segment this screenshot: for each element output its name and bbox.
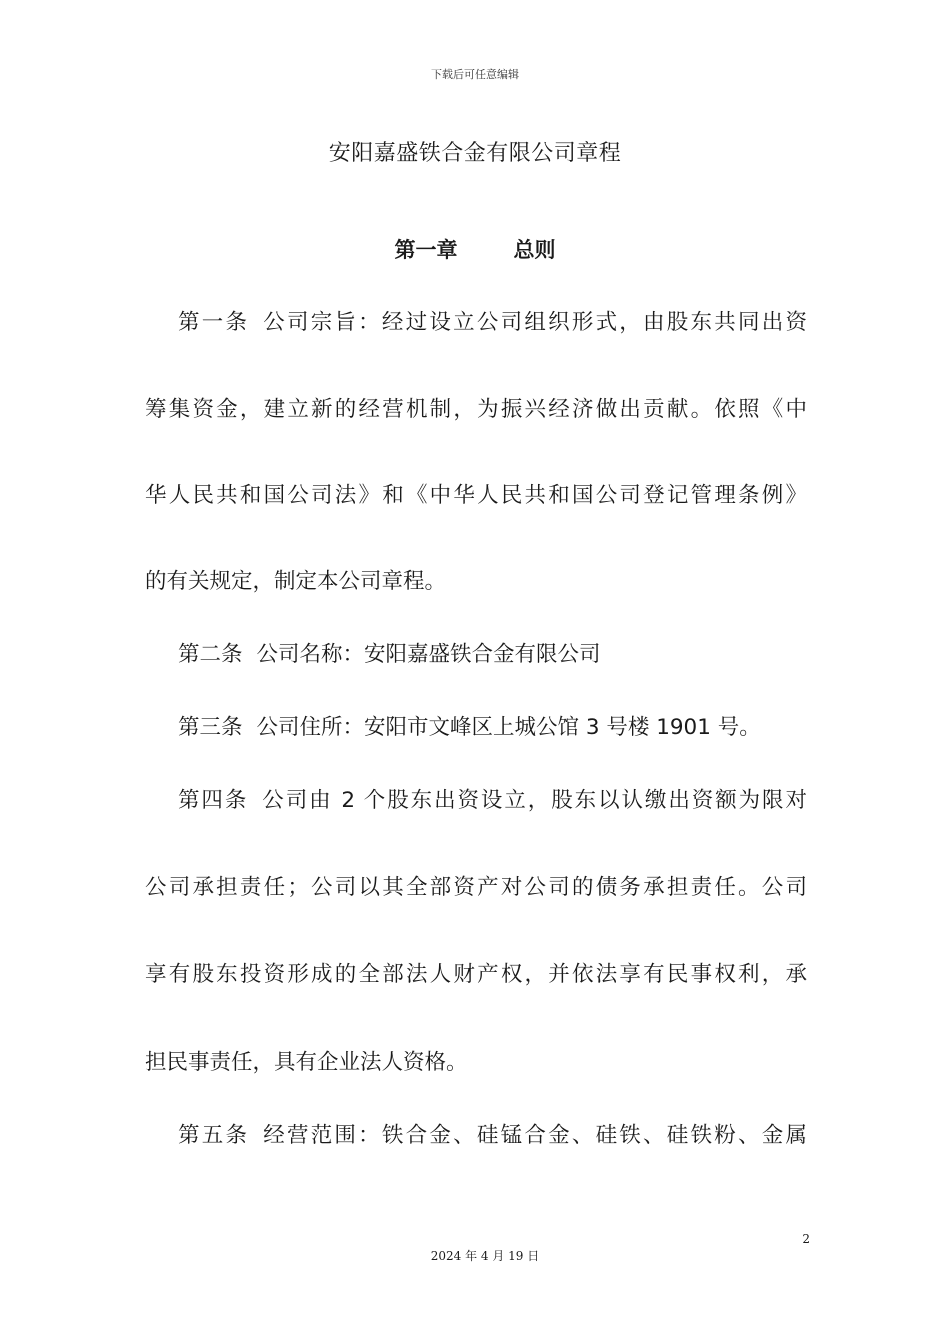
article-4-label: 第四条 xyxy=(178,788,249,813)
article-text: 经营范围：铁合金、硅锰合金、硅铁、硅铁粉、金属 xyxy=(263,1123,807,1148)
article-text: 公司名称：安阳嘉盛铁合金有限公司 xyxy=(256,642,601,667)
header-note: 下载后可任意编辑 xyxy=(431,68,519,81)
article-4-line-3: 享有股东投资形成的全部法人财产权，并依法享有民事权利，承 xyxy=(145,962,807,987)
footer-date: 2024 年 4 月 19 日 xyxy=(430,1249,540,1263)
article-1-line-4: 的有关规定，制定本公司章程。 xyxy=(145,569,447,594)
document-title: 安阳嘉盛铁合金有限公司章程 xyxy=(328,141,622,166)
article-1-line-3: 华人民共和国公司法》和《中华人民共和国公司登记管理条例》 xyxy=(145,483,807,508)
article-3-label: 第三条 xyxy=(178,715,243,740)
article-3-line-1 xyxy=(178,713,807,743)
article-4-line-4: 担民事责任，具有企业法人资格。 xyxy=(145,1050,468,1075)
chapter-heading xyxy=(0,234,950,264)
article-text: 公司由 2 个股东出资设立，股东以认缴出资额为限对 xyxy=(262,788,807,813)
article-5-label: 第五条 xyxy=(178,1123,250,1148)
article-1-line-1 xyxy=(178,308,807,338)
article-1-label: 第一条 xyxy=(178,310,250,335)
article-text: 公司住所：安阳市文峰区上城公馆 3 号楼 1901 号。 xyxy=(256,715,761,740)
article-5-line-1 xyxy=(178,1121,807,1151)
article-2-line-1 xyxy=(178,640,807,670)
chapter-number: 第一章 xyxy=(394,238,458,262)
article-4-line-2: 公司承担责任；公司以其全部资产对公司的债务承担责任。公司 xyxy=(145,875,807,900)
page-number: 2 xyxy=(802,1232,810,1246)
article-1-line-2: 筹集资金，建立新的经营机制，为振兴经济做出贡献。依照《中 xyxy=(145,397,807,422)
article-text: 公司宗旨：经过设立公司组织形式，由股东共同出资 xyxy=(263,310,807,335)
chapter-name: 总则 xyxy=(513,238,556,262)
article-4-line-1 xyxy=(178,786,807,816)
article-2-label: 第二条 xyxy=(178,642,243,667)
